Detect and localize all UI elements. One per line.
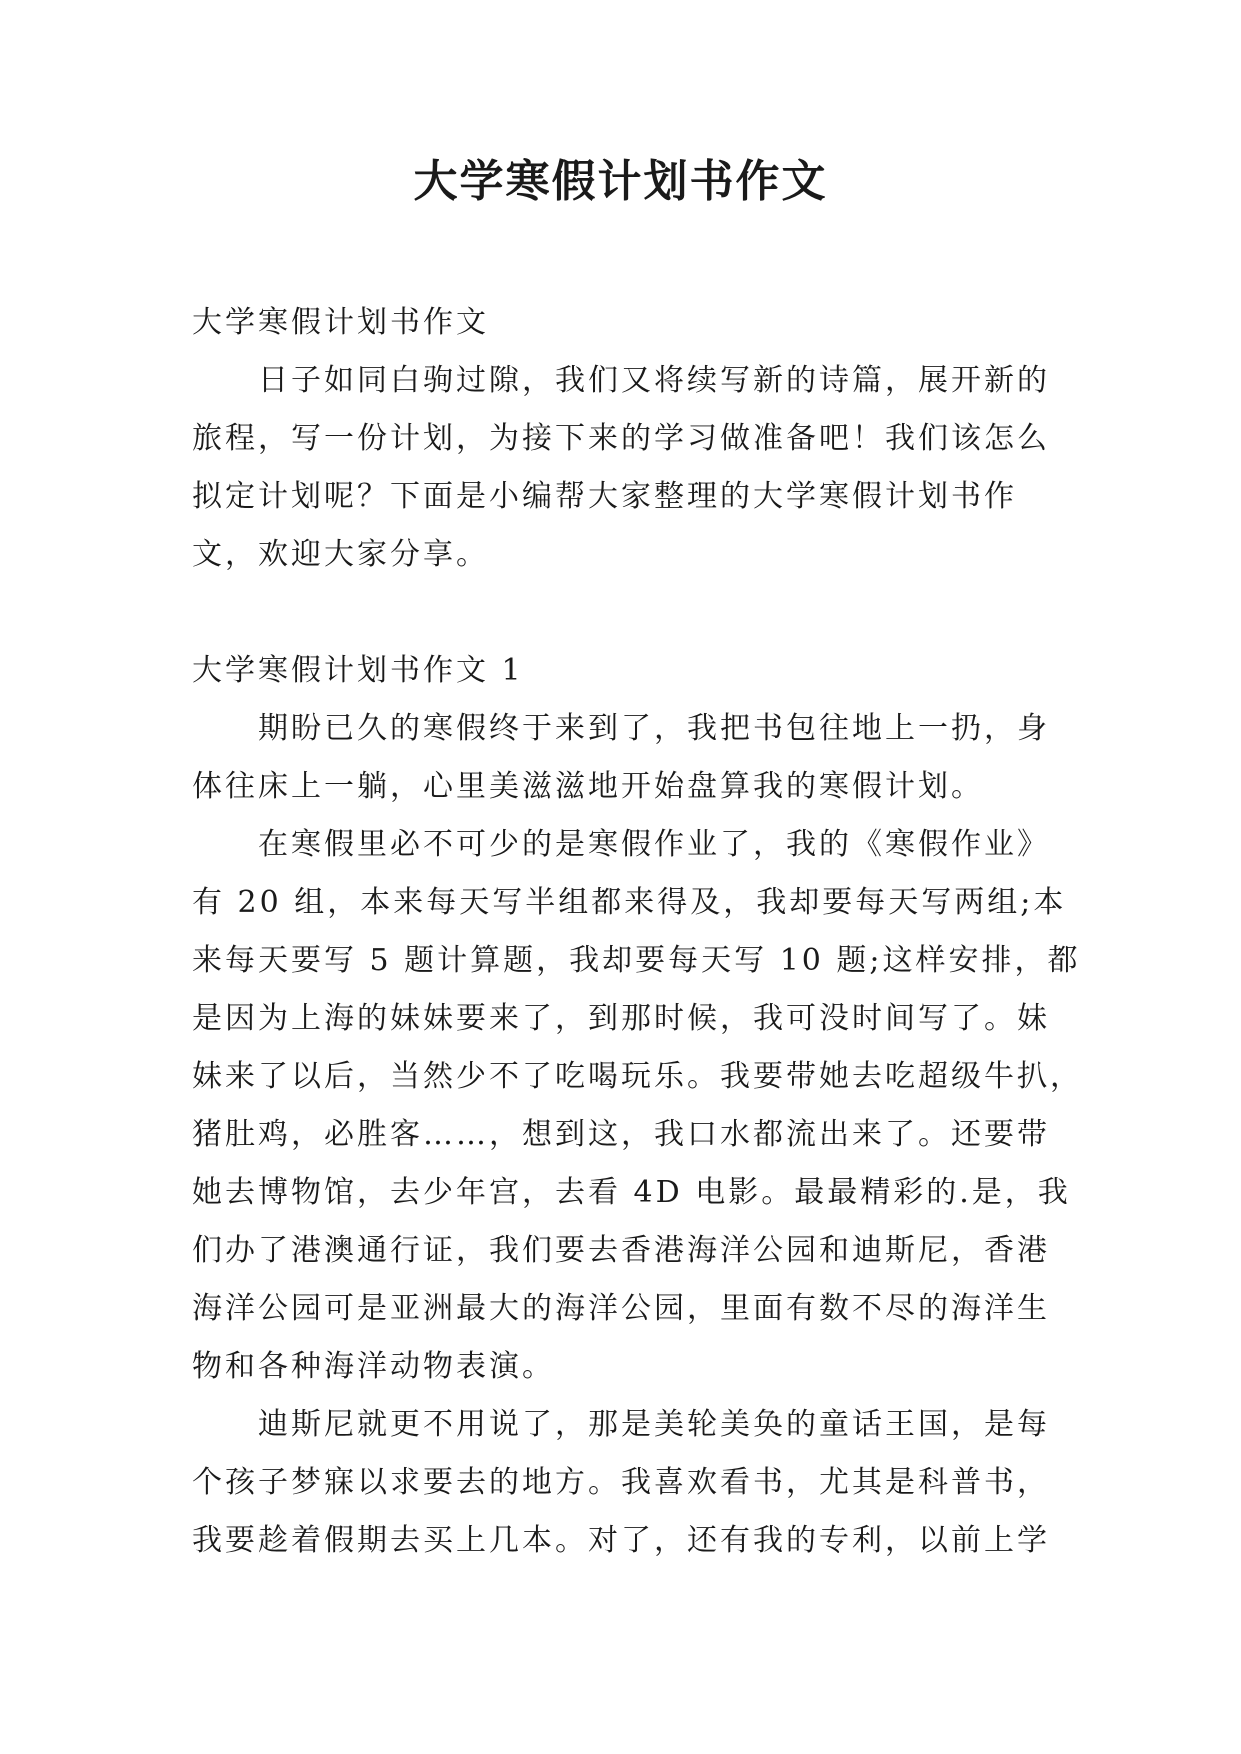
intro-line-3: 拟定计划呢？下面是小编帮大家整理的大学寒假计划书作 <box>192 479 1017 514</box>
paragraph-line: 在寒假里必不可少的是寒假作业了，我的《寒假作业》 <box>192 827 1050 862</box>
paragraph-line: 妹来了以后，当然少不了吃喝玩乐。我要带她去吃超级牛扒， <box>192 1059 1083 1094</box>
document-body <box>192 294 1083 1570</box>
paragraph-line: 们办了港澳通行证，我们要去香港海洋公园和迪斯尼，香港 <box>192 1233 1050 1268</box>
paragraph-line: 期盼已久的寒假终于来到了，我把书包往地上一扔，身 <box>192 711 1050 746</box>
paragraph-line: 她去博物馆，去少年宫，去看 4D 电影。最最精彩的.是，我 <box>192 1175 1071 1210</box>
paragraph-line: 来每天要写 5 题计算题，我却要每天写 10 题;这样安排，都 <box>192 943 1081 978</box>
paragraph-line: 我要趁着假期去买上几本。对了，还有我的专利，以前上学 <box>192 1523 1050 1558</box>
paragraph-line: 迪斯尼就更不用说了，那是美轮美奂的童话王国，是每 <box>192 1407 1050 1442</box>
paragraph-gap <box>192 584 1050 642</box>
intro-line-4: 文，欢迎大家分享。 <box>192 537 489 572</box>
page-title: 大学寒假计划书作文 <box>413 156 828 207</box>
paragraph-line: 个孩子梦寐以求要去的地方。我喜欢看书，尤其是科普书， <box>192 1465 1050 1500</box>
paragraph-line: 体往床上一躺，心里美滋滋地开始盘算我的寒假计划。 <box>192 769 984 804</box>
subtitle-line: 大学寒假计划书作文 <box>192 305 489 340</box>
section-heading: 大学寒假计划书作文 1 <box>192 653 524 688</box>
paragraph-line: 海洋公园可是亚洲最大的海洋公园，里面有数不尽的海洋生 <box>192 1291 1050 1326</box>
paragraph-line: 有 20 组，本来每天写半组都来得及，我却要每天写两组;本 <box>192 885 1067 920</box>
paragraph-line: 物和各种海洋动物表演。 <box>192 1349 555 1384</box>
paragraph-line: 是因为上海的妹妹要来了，到那时候，我可没时间写了。妹 <box>192 1001 1050 1036</box>
intro-line-1: 日子如同白驹过隙，我们又将续写新的诗篇，展开新的 <box>192 363 1050 398</box>
intro-line-2: 旅程，写一份计划，为接下来的学习做准备吧！我们该怎么 <box>192 421 1050 456</box>
paragraph-line: 猪肚鸡，必胜客……，想到这，我口水都流出来了。还要带 <box>192 1117 1050 1152</box>
